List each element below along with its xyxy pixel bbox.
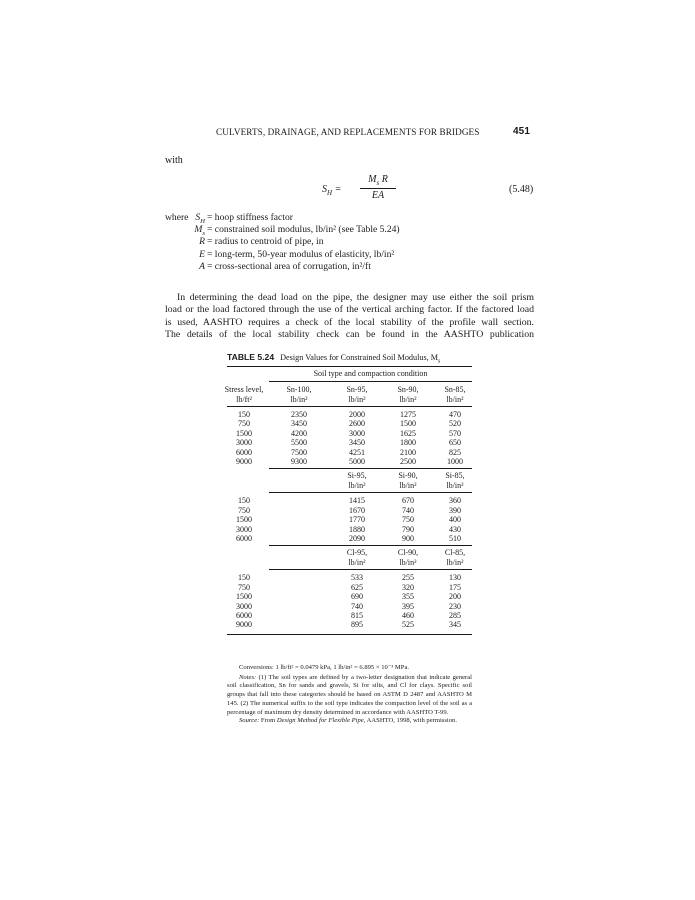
- notes-body: (1) The soil types are defined by a two-letter designation that indicate general soil classification, Sn for sands and gravels, Si for silts, and Cl for clays. Specific soil groups that fall into these categories should be based on ASTM D 2487 and AASHTO M 145. (2) The numerical suffix to the soil type indicates the compaction level of the soil as a percentage of maximum dry density determined in accordance with AASHTO T-99.: [227, 673, 472, 716]
- column-header: Sn-90,: [397, 385, 419, 394]
- equation-fraction: [360, 174, 396, 201]
- table-cell: 750: [402, 515, 414, 525]
- column-header: lb/in²: [399, 557, 417, 567]
- table-cell: 9000: [236, 457, 252, 466]
- table-rule: [269, 381, 472, 382]
- table-cell: 390: [449, 505, 461, 515]
- table-cell: 400: [449, 515, 461, 525]
- column-header: lb/in²: [446, 480, 464, 490]
- column-header: Si-95,: [347, 471, 367, 481]
- table-cell: 625: [351, 582, 363, 592]
- column-header: Sn-85,: [444, 385, 466, 394]
- table-cell: 2500: [400, 457, 416, 466]
- table-notes: [227, 664, 472, 726]
- paragraph-line: is used, AASHTO requires a check of the local stability of the profile wall section.: [165, 316, 534, 328]
- table-cell: 230: [449, 601, 461, 611]
- table-cell: 815: [351, 611, 363, 620]
- table-cell: 750: [238, 505, 250, 515]
- table-cell: 1500: [236, 515, 252, 525]
- table-cell: 520: [449, 419, 461, 429]
- table-cell: 825: [449, 447, 461, 457]
- table-cell: 510: [449, 534, 461, 543]
- table-rule: [227, 366, 472, 367]
- column-header: Cl-90,: [397, 548, 419, 558]
- table-cell: 750: [238, 582, 250, 592]
- column-header: lb/in²: [446, 557, 464, 567]
- definition-symbol: E: [199, 248, 205, 260]
- table-cell: 3450: [291, 419, 307, 429]
- table-rule: [269, 569, 472, 570]
- paragraph-line: The details of the local stability check can be found in the AASHTO publication: [165, 329, 534, 341]
- table-cell: 460: [402, 611, 414, 620]
- table-rule: [269, 492, 472, 493]
- table-cell: 6000: [236, 447, 252, 457]
- column-header: Cl-95,: [346, 548, 368, 558]
- equation-lhs: $S_H$ =: [322, 184, 342, 197]
- table-cell: 255: [402, 573, 414, 583]
- table-caption-subscript: s: [438, 358, 441, 365]
- column-header: Sn-95,: [346, 385, 368, 394]
- table-cell: 320: [402, 582, 414, 592]
- table-cell: 1275: [400, 410, 416, 419]
- definition-symbol: $S_H$: [195, 212, 205, 225]
- definition-text: = constrained soil modulus, lb/in² (see Table 5.24): [207, 224, 400, 236]
- column-header: Sn-100,: [286, 385, 312, 394]
- column-header: lb/ft²: [236, 394, 252, 404]
- source-note: [227, 717, 472, 726]
- table-cell: 1670: [349, 505, 365, 515]
- paragraph-line: In determining the dead load on the pipe, the designer may use either the soil prism: [177, 292, 534, 303]
- table-cell: 395: [402, 601, 414, 611]
- table-label: TABLE 5.24: [227, 352, 275, 362]
- definition-symbol: $M_s$: [194, 224, 205, 238]
- column-header: Cl-85,: [444, 548, 466, 558]
- source-label: Source:: [239, 717, 260, 725]
- table-cell: 150: [238, 410, 250, 419]
- table-cell: 3000: [349, 428, 365, 438]
- definition-symbol: R: [199, 236, 205, 248]
- paragraph-line: load or the load factored through the use of the vertical arching factor. If the factored load: [165, 304, 534, 316]
- table-cell: 175: [449, 582, 461, 592]
- definition-text: = hoop stiffness factor: [207, 212, 293, 223]
- where-lead: where: [165, 212, 189, 223]
- table-cell: 2000: [349, 410, 365, 419]
- table-cell: 525: [402, 620, 414, 630]
- table-cell: 5000: [349, 457, 365, 466]
- table-cell: 1415: [349, 496, 365, 506]
- table-cell: 5500: [291, 438, 307, 448]
- column-header: lb/in²: [446, 394, 464, 404]
- column-header: lb/in²: [290, 394, 308, 404]
- table-cell: 150: [238, 496, 250, 506]
- table-cell: 1500: [400, 419, 416, 429]
- table-cell: 570: [449, 428, 461, 438]
- table-cell: 3000: [236, 601, 252, 611]
- source-title: Design Method for Flexible Pipe,: [276, 717, 366, 725]
- table-cell: 750: [238, 419, 250, 429]
- table-cell: 1800: [400, 438, 416, 448]
- table-cell: 690: [351, 592, 363, 602]
- table-cell: 9300: [291, 457, 307, 466]
- table-cell: 2090: [349, 534, 365, 543]
- column-header: lb/in²: [348, 394, 366, 404]
- table-spanner-header: Soil type and compaction condition: [313, 369, 428, 378]
- table-cell: 2600: [349, 419, 365, 429]
- table-cell: 2100: [400, 447, 416, 457]
- definition-text: = cross-sectional area of corrugation, in²/ft: [207, 260, 371, 272]
- table-rule: [269, 468, 472, 469]
- running-head-title: CULVERTS, DRAINAGE, AND REPLACEMENTS FOR BRIDGES: [216, 127, 480, 137]
- table-cell: 285: [449, 611, 461, 620]
- column-header: lb/in²: [348, 557, 366, 567]
- column-header: Stress level,: [224, 385, 264, 394]
- column-header: Si-90,: [398, 471, 418, 481]
- table-cell: 895: [351, 620, 363, 630]
- table-cell: 345: [449, 620, 461, 630]
- table-cell: 2350: [291, 410, 307, 419]
- table-cell: 430: [449, 524, 461, 534]
- table-cell: 9000: [236, 620, 252, 630]
- table-cell: 6000: [236, 534, 252, 543]
- table-rule: [269, 545, 472, 546]
- table-cell: 670: [402, 496, 414, 506]
- table-rule: [227, 634, 472, 635]
- table-cell: 7500: [291, 447, 307, 457]
- table-caption-text: Design Values for Constrained Soil Modulus, M: [280, 353, 439, 362]
- equation-denominator: EA: [371, 190, 385, 201]
- table-cell: 1000: [447, 457, 463, 466]
- table-cell: 200: [449, 592, 461, 602]
- definition-text: = long-term, 50-year modulus of elasticity, lb/in²: [207, 248, 395, 260]
- table-cell: 130: [449, 573, 461, 583]
- table-cell: 533: [351, 573, 363, 583]
- column-header: Si-85,: [445, 471, 465, 481]
- column-header: lb/in²: [348, 480, 366, 490]
- equation-numerator: $M_s$ R: [360, 174, 396, 189]
- table-cell: 150: [238, 573, 250, 583]
- table-cell: 3000: [236, 524, 252, 534]
- column-header: lb/in²: [399, 480, 417, 490]
- table-cell: 1625: [400, 428, 416, 438]
- notes-label: Notes:: [239, 673, 257, 681]
- intro-word: with: [165, 155, 183, 166]
- notes-text: [227, 674, 472, 718]
- definition-symbol: A: [199, 260, 205, 272]
- table-cell: 1880: [349, 524, 365, 534]
- table-cell: 3000: [236, 438, 252, 448]
- conversions-note: Conversions: 1 lb/ft² = 0.0479 kPa, 1 lb/in² = 6.895 × 10⁻³ MPa.: [239, 664, 410, 671]
- table-cell: 650: [449, 438, 461, 448]
- table-cell: 360: [449, 496, 461, 506]
- table-cell: 900: [402, 534, 414, 543]
- column-header: lb/in²: [399, 394, 417, 404]
- body-paragraph: [165, 292, 534, 342]
- table-cell: 740: [402, 505, 414, 515]
- table-cell: 4200: [291, 428, 307, 438]
- source-prefix: From: [260, 717, 276, 725]
- table-cell: 470: [449, 410, 461, 419]
- table-cell: 1500: [236, 428, 252, 438]
- table-rule: [227, 406, 472, 407]
- table-cell: 4251: [349, 447, 365, 457]
- definition-text: = radius to centroid of pipe, in: [207, 236, 324, 248]
- equation-number: (5.48): [509, 184, 534, 195]
- table-cell: 1770: [349, 515, 365, 525]
- table-cell: 790: [402, 524, 414, 534]
- table-cell: 3450: [349, 438, 365, 448]
- table-cell: 355: [402, 592, 414, 602]
- page-number: 451: [513, 126, 530, 137]
- table-cell: 6000: [236, 611, 252, 620]
- table-caption: [227, 352, 440, 365]
- table-cell: 1500: [236, 592, 252, 602]
- table-cell: 740: [351, 601, 363, 611]
- source-suffix: AASHTO, 1998, with permission.: [366, 717, 457, 725]
